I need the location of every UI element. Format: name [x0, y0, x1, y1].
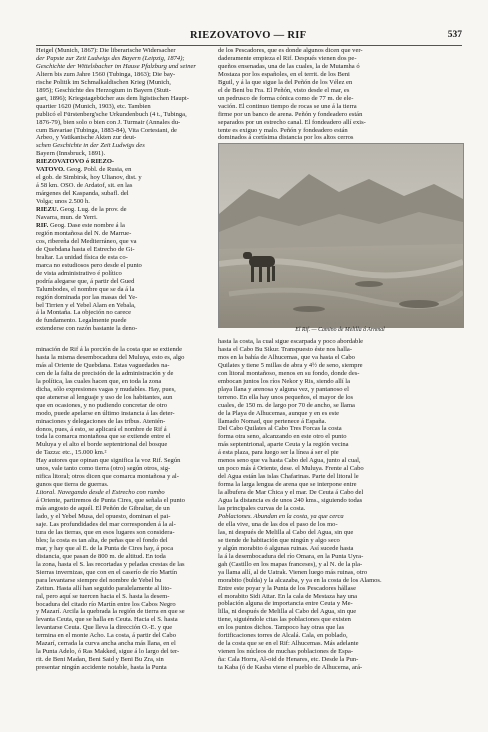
text-line: tiene, siguiéndole citas las poblaciones que existen	[218, 616, 351, 624]
right-column-bottom	[218, 338, 462, 672]
text-line: publicó el Fürstenberg'sche Urkundenbuch (4 t., Tubinga,	[36, 110, 187, 118]
text-line: Talumbodes, el nombre que se da á la	[36, 285, 135, 293]
text-line: Altern bis zum Jahre 1560 (Tubinga, 1863); Die bay-	[36, 70, 176, 78]
text-line: Muluya y el alto el borde septentrional del bosque	[36, 441, 168, 449]
heigel-bibliography	[36, 47, 212, 158]
text-line: de Quebdana hasta el Estrecho de Gi-	[36, 245, 135, 253]
text-line: bel Tirrien y el Yebel Alam en Yebala,	[36, 301, 136, 309]
text-line: quartier 1620 (Munich, 1903), etc. Tambien	[36, 102, 151, 110]
text-line: Poblaciones. Abundan en la costa, ya que cerca	[218, 512, 344, 520]
entry-headword: RIEZOVATOVO ó RIEZO-	[36, 158, 115, 166]
text-line: márgenes del Kaspanda, subafl. del	[36, 190, 129, 198]
text-line: hasta el Cabo Bu Sikur. Transpuesto éste nos halla-	[218, 345, 353, 353]
text-line: der Papste zur Zeit Ludwigs des Bayern (Leipzig, 1874);	[36, 54, 185, 62]
text-line: tente es exiguo y malo. Peñón y fondeadero están	[218, 126, 348, 134]
text-line: para levantarse siempre del nombre de Yebel bu	[36, 576, 162, 584]
text-line: de vista administrativo é político	[36, 269, 122, 277]
text-line: mos en la bahía de Alhucemas, que va hasta el Cabo	[218, 353, 355, 361]
text-line: Geog. Pobl. de Rusia, en	[66, 166, 132, 174]
entry-riezu	[36, 206, 212, 222]
text-line: región dominada por las masas del Ye-	[36, 293, 138, 301]
text-line: cos, ribereña del Mediterráneo, que va	[36, 237, 137, 245]
text-line: Arbeo, y Vatikanische Akten zur deut-	[36, 134, 137, 142]
text-line: morabito (bulda) y la alcazaba, y ya en la costa de los Alamos.	[218, 576, 382, 584]
text-line: que atenerse al lenguaje y uso de los habitantes, aun	[36, 393, 173, 401]
text-line: de la costa que se en el Rif: Alhucemas. Más adelante	[218, 640, 359, 648]
text-line: la política, las cuales hacen que, en toda la zona	[36, 377, 162, 385]
text-line: schen Geschichte in der Zeit Ludwigs des	[36, 142, 145, 150]
text-line: la Punta Adelo, ó Ras Makked, sigue á lo largo del ter-	[36, 648, 180, 656]
text-line: menos seno que va hasta Cabo del Agua, junto al cual,	[218, 457, 361, 465]
text-line: gart, 1896); Kriegstagebücher aus dem ligistischen Haupt-	[36, 94, 189, 102]
text-line: podría alegarse que, á partir del Gued	[36, 277, 135, 285]
text-line: ña: Cala Horra, Al-oid de Henares, etc. Desde la Pun-	[218, 656, 359, 664]
left-column	[36, 47, 212, 333]
text-line: forma la larga lengua de arena que se interpone entre	[218, 481, 357, 489]
text-line: Navarra, mun. de Yerri.	[36, 214, 98, 222]
text-line: á Oriente, partiremos de Punta Cires, que señala el punto	[36, 497, 185, 505]
text-line: Entre este poyar y la Punta de los Pescadores hállase	[218, 584, 356, 592]
text-line: Geog. Lug. de la prov. de	[60, 206, 127, 214]
text-line: 1895); Geschichte des Herzogtum in Bayern (Stutt-	[36, 86, 171, 94]
text-line: de fundamento. Legalmente puede	[36, 317, 127, 325]
text-line: dicha, sólo expresiones vagas y mudables. Hay, pues,	[36, 385, 176, 393]
text-line: Mostaza por los españoles, en el territ. de los Beni	[218, 70, 350, 78]
text-line: levanta Ceuta, que se halla en Ceuta. Hacia el S. hasta	[36, 616, 178, 624]
text-line: 1876-79), bien solo o bien con J. Turmair (Annales du-	[36, 118, 181, 126]
text-line: donos, pues, á esto, se aplicará el nombre de Rif á	[36, 425, 167, 433]
text-line: gunos que tierra de guerras.	[36, 481, 109, 489]
text-line: cen de la falta de precisión de la administración y de	[36, 369, 174, 377]
text-line: llamado Nomad, que pertenece á España.	[218, 417, 327, 425]
entry-rif	[36, 222, 212, 333]
text-line: Bayern (Innsbruck, 1891).	[36, 150, 106, 158]
text-line: levantarse Ceuta. Que lleva la dirección O.-E. y que	[36, 624, 173, 632]
text-line: vación. El continuo tiempo de rocas se une á la tierra	[218, 102, 357, 110]
text-line: más septentrional, aparte Ceuta y la región vecina	[218, 441, 349, 449]
text-line: lado, y el Yebel Musa, del opuesto, dominan el pai-	[36, 513, 171, 521]
entry-riezovatovo	[36, 158, 212, 206]
text-line: y algún morabito ó algunas ruinas. Así sucede hasta	[218, 544, 354, 552]
text-line: Agua la distancia es de unos 240 kms., siguiendo todas	[218, 497, 363, 505]
text-line: población alguna de importancia entre Ceuta y Me-	[218, 600, 353, 608]
text-line: minaciones y delegaciones de las tribus. Atenién-	[36, 417, 166, 425]
text-line: presentar ningún accidente notable, hasta la Punta	[36, 664, 167, 672]
text-line: bocadura del citado río Martín entre los Cabos Negro	[36, 600, 176, 608]
text-line: minación de Rif á la porción de la costa que se extiende	[36, 346, 182, 353]
text-line: á esta plaza, para luego ser la línea á ser el pie	[218, 449, 339, 457]
text-line: Geog. Dase este nombre á la	[49, 221, 125, 229]
text-line: gah (Castillo en los mapas franceses), y al N. de la pla-	[218, 560, 363, 568]
text-line: queños ensenadas, una de las cuales, la de Mutamha ó	[218, 62, 360, 70]
text-line: firme por un banco de arena. Peñón y fondeadero están	[218, 110, 363, 118]
text-line: más angosto de aquél. El Peñón de Gibraltar, de un	[36, 505, 170, 513]
text-line: Heigel (Munich, 1867): Die liberarische Widersacher	[36, 47, 176, 54]
running-title: RIEZOVATOVO — RIF	[190, 30, 307, 41]
text-line: rit. de Beni Madan, Beni Said y Beni Bu Zra, sin	[36, 656, 164, 664]
text-line: Bguil, y á la que sigue la del Peñón de los Vélez en	[218, 78, 353, 86]
text-line: unos, vale tanto como tierra (otro) según otros, sig-	[36, 465, 171, 473]
text-line: la á la desembocadura del río Omara, en la Punta Uyra-	[218, 552, 364, 560]
text-line: hasta la misma desembocadura del Muluya, esto es, algo	[36, 353, 185, 361]
text-line: ral, pero aquí se tuercen hacia el S. hasta la desem-	[36, 592, 170, 600]
text-line: Quilates y tiene 5 millas de abra y 4½ de seno, siempre	[218, 361, 363, 369]
text-line: que en ocasiones, y no pudiendo concretar de otro	[36, 401, 168, 409]
text-line: embocan juntos los ríos Nekor y Ris, siendo allí la	[218, 377, 351, 385]
text-line: las principales curvas de la costa.	[218, 505, 306, 513]
text-line: á la Montaña. La objeción no carece	[36, 309, 132, 317]
text-line: cum Bavariae (Tubinga, 1883-84), Vita Cortesiani, de	[36, 126, 177, 134]
page-number: 537	[447, 30, 462, 40]
text-line: Mazarí, cerrada la curva ancha ancha más llana, en el	[36, 640, 176, 648]
text-line: Volga; unos 2.500 h.	[36, 198, 90, 206]
text-line: lilla, ni después de Melilla al Cabo del Agua, sin que	[218, 608, 357, 616]
text-line: mar, y hay que al E. de la Punta de Cires hay, á poca	[36, 544, 174, 552]
left-column-bottom	[36, 346, 212, 672]
text-line: extenderse con razón bastante la deno-	[36, 325, 138, 333]
text-line: playa llana y arenosa y alguna vez, y pantanoso el	[218, 385, 349, 393]
text-line: Sierras invernizas, que con en el caserío de río Martín	[36, 568, 178, 576]
text-line: rische Politik im Schmalkaldischen Krieg (Munich,	[36, 78, 171, 86]
text-line: marca no estudiosos pero desde el punto	[36, 261, 142, 269]
entry-headword-cont: VATOVO.	[36, 166, 65, 174]
text-line: Zeitun. Hasta allí han seguido paralelamente al lito-	[36, 584, 172, 592]
landscape-photo	[218, 143, 464, 328]
text-line: Litoral. Navegando desde el Estrecho con rumbo	[36, 489, 165, 497]
text-line: de los Pescadores, que es donde algunos dicen que ver-	[218, 47, 363, 54]
text-line: Del Cabo Quilates al Cabo Tres Forcas la costa	[218, 425, 342, 433]
text-line: Hay autores que opinan que significa la voz Rif. Según	[36, 457, 181, 465]
text-line: toda la comarca montañosa que se extiende entre el	[36, 433, 171, 441]
text-line: el morabito Sidi Attar. En la cala de Mestaza hay una	[218, 592, 358, 600]
text-line: más al Oriente de Quebdana. Estas vaguedades na-	[36, 361, 170, 369]
header-rule	[36, 45, 462, 46]
text-line: un pedrusco de forma cónica como de 77 m. de ele-	[218, 94, 354, 102]
text-line: de ella vive, una de las dos el paso de los mo-	[218, 520, 338, 528]
text-line: la albufera de Mar Chica y el mar. De Ceuta á Cabo del	[218, 489, 364, 497]
entry-headword: RIF.	[36, 221, 49, 229]
text-line: el de Beni bu Fra. El Peñón, visto desde el mar, es	[218, 86, 350, 94]
text-line: ta Kaba (ó de Kasba viene el pueblo de Alhucema, ará-	[218, 664, 363, 672]
entry-headword: RIEZU.	[36, 206, 59, 214]
text-line: braltar. La unidad física de esta co-	[36, 253, 128, 261]
running-header	[0, 30, 488, 44]
text-line: termina en el monte Acho. La costa, á partir del Cabo	[36, 632, 176, 640]
text-line: á 58 km. OSO. de Ardatof, sit. en las	[36, 182, 133, 190]
text-line: y Mazarí. Arcila la quebrada la región de tierra en que se	[36, 608, 185, 616]
text-line: de la Playa de Alhucemas, aunque y en es este	[218, 409, 340, 417]
text-line: bles; la costa es tan alta, de peñas que el fondo del	[36, 536, 168, 544]
text-line: la zona, hasta el S. las recortadas y peladas crestas de las	[36, 560, 185, 568]
figure-caption: El Rif. — Camino de Melilla á Arnmal	[295, 327, 385, 333]
right-column-top	[218, 47, 462, 142]
text-line: un poco más á Oriente, dese. el Muluya. Frente al Cabo	[218, 465, 364, 473]
text-line: región montañosa del N. de Marrue-	[36, 229, 132, 237]
text-line: con litoral montañoso, menos en su fondo, donde des-	[218, 369, 360, 377]
text-line: las, ni después de Melilla al Cabo del Agua, sin que	[218, 528, 354, 536]
text-line: se tiende de habitación que ningún y algo seco	[218, 536, 340, 544]
text-line: distancia, que pasan de 800 m. de altitud. En toda	[36, 552, 166, 560]
text-line: en los puntos dichos. Tampoco hay otras que las	[218, 624, 345, 632]
text-line: Geschichte der Wittelsbacher im Hause Pfalzburg und seiner	[36, 62, 196, 70]
text-line: dominados á cortísima distancia por los altos cerros	[218, 134, 354, 142]
text-line: ya llama allí, al de Uatrak. Vienen luego más ruinas, otro	[218, 568, 368, 576]
text-line: nifica litoral; otros dicen que comarca montañosa y al-	[36, 473, 179, 481]
text-line: terreno. En ella hay unos pequeños, el mayor de los	[218, 393, 354, 401]
text-line: fortificaciones torres de Alcalá. Cala, en poblado,	[218, 632, 348, 640]
text-line: modo, puede apelarse en último instancia á las deter-	[36, 409, 175, 417]
text-line: saje. Las profundidades del mar corresponden á la al-	[36, 520, 176, 528]
text-line: separados por un estrecho canal. El fondeadero allí exis-	[218, 118, 366, 126]
text-line: del Agua están las islas Chafarinas. Parte del litoral le	[218, 473, 359, 481]
text-line: tura de las tierras, que en esos lugares son considera-	[36, 528, 175, 536]
text-line: hasta la costa, la cual sigue escarpada y poco abordable	[218, 338, 364, 345]
text-line: daderamente empieza el Rif. Después vienen dos pe-	[218, 54, 357, 62]
text-line: forma otra seno, alcanzando en este otro el punto	[218, 433, 347, 441]
text-line: el gob. de Simbirsk, hoy Ulianov, dist. y	[36, 174, 142, 182]
text-line: de Tazza: etc., 15.000 km.²	[36, 449, 107, 457]
text-line: cuales, de 150 m. de largo por 70 de ancho, se llama	[218, 401, 355, 409]
text-line: vienen los núcleos de muchas poblaciones de Espa-	[218, 648, 354, 656]
